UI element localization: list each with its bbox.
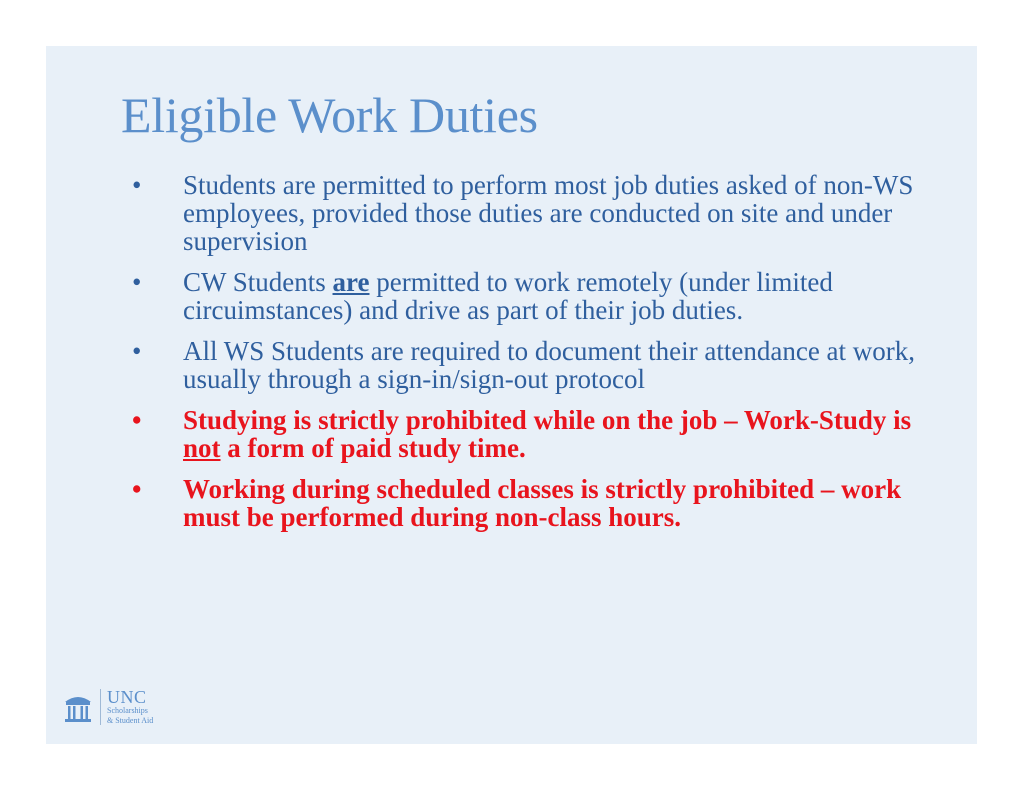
bullet-text: Students are permitted to perform most job duties asked of non-WS employees, provided those duties are conducted on site and under supervision (183, 170, 914, 256)
bullet-item (126, 337, 946, 393)
bullet-marker: • (132, 267, 142, 297)
bullet-marker: • (132, 170, 142, 200)
bullet-marker: • (132, 474, 142, 504)
bullet-text-part: permitted to work remotely (under limited circuimstances) and drive as part of their job duties. (183, 267, 833, 325)
bullet-text (183, 267, 833, 325)
bullet-item (126, 171, 946, 255)
slide (46, 46, 977, 744)
bullet-item-warning (126, 406, 946, 462)
bullet-marker: • (132, 405, 142, 435)
emphasis-are: are (332, 267, 370, 297)
bullet-item-warning (126, 475, 946, 531)
bullet-text (183, 405, 911, 463)
logo-line-1: Scholarships (107, 705, 148, 715)
bullet-text-part: CW Students (183, 267, 333, 297)
emphasis-not: not (183, 433, 221, 463)
logo-divider (100, 689, 101, 725)
bullet-marker: • (132, 336, 142, 366)
bullet-text-part: Studying is strictly prohibited while on the job – Work-Study is (183, 405, 912, 435)
bullet-list (126, 171, 946, 544)
logo-line-2: & Student Aid (107, 715, 154, 725)
bullet-text-part: a form of paid study time. (220, 433, 526, 463)
bullet-text: Working during scheduled classes is strictly prohibited – work must be performed during non-class hours. (183, 474, 902, 532)
bullet-item (126, 268, 946, 324)
unc-logo (63, 686, 153, 728)
slide-title: Eligible Work Duties (121, 87, 538, 143)
old-well-icon (63, 690, 93, 724)
bullet-text: All WS Students are required to document their attendance at work, usually through a sign-in/sign-out protocol (183, 336, 916, 394)
logo-text (107, 686, 154, 726)
logo-unc: UNC (107, 686, 147, 707)
